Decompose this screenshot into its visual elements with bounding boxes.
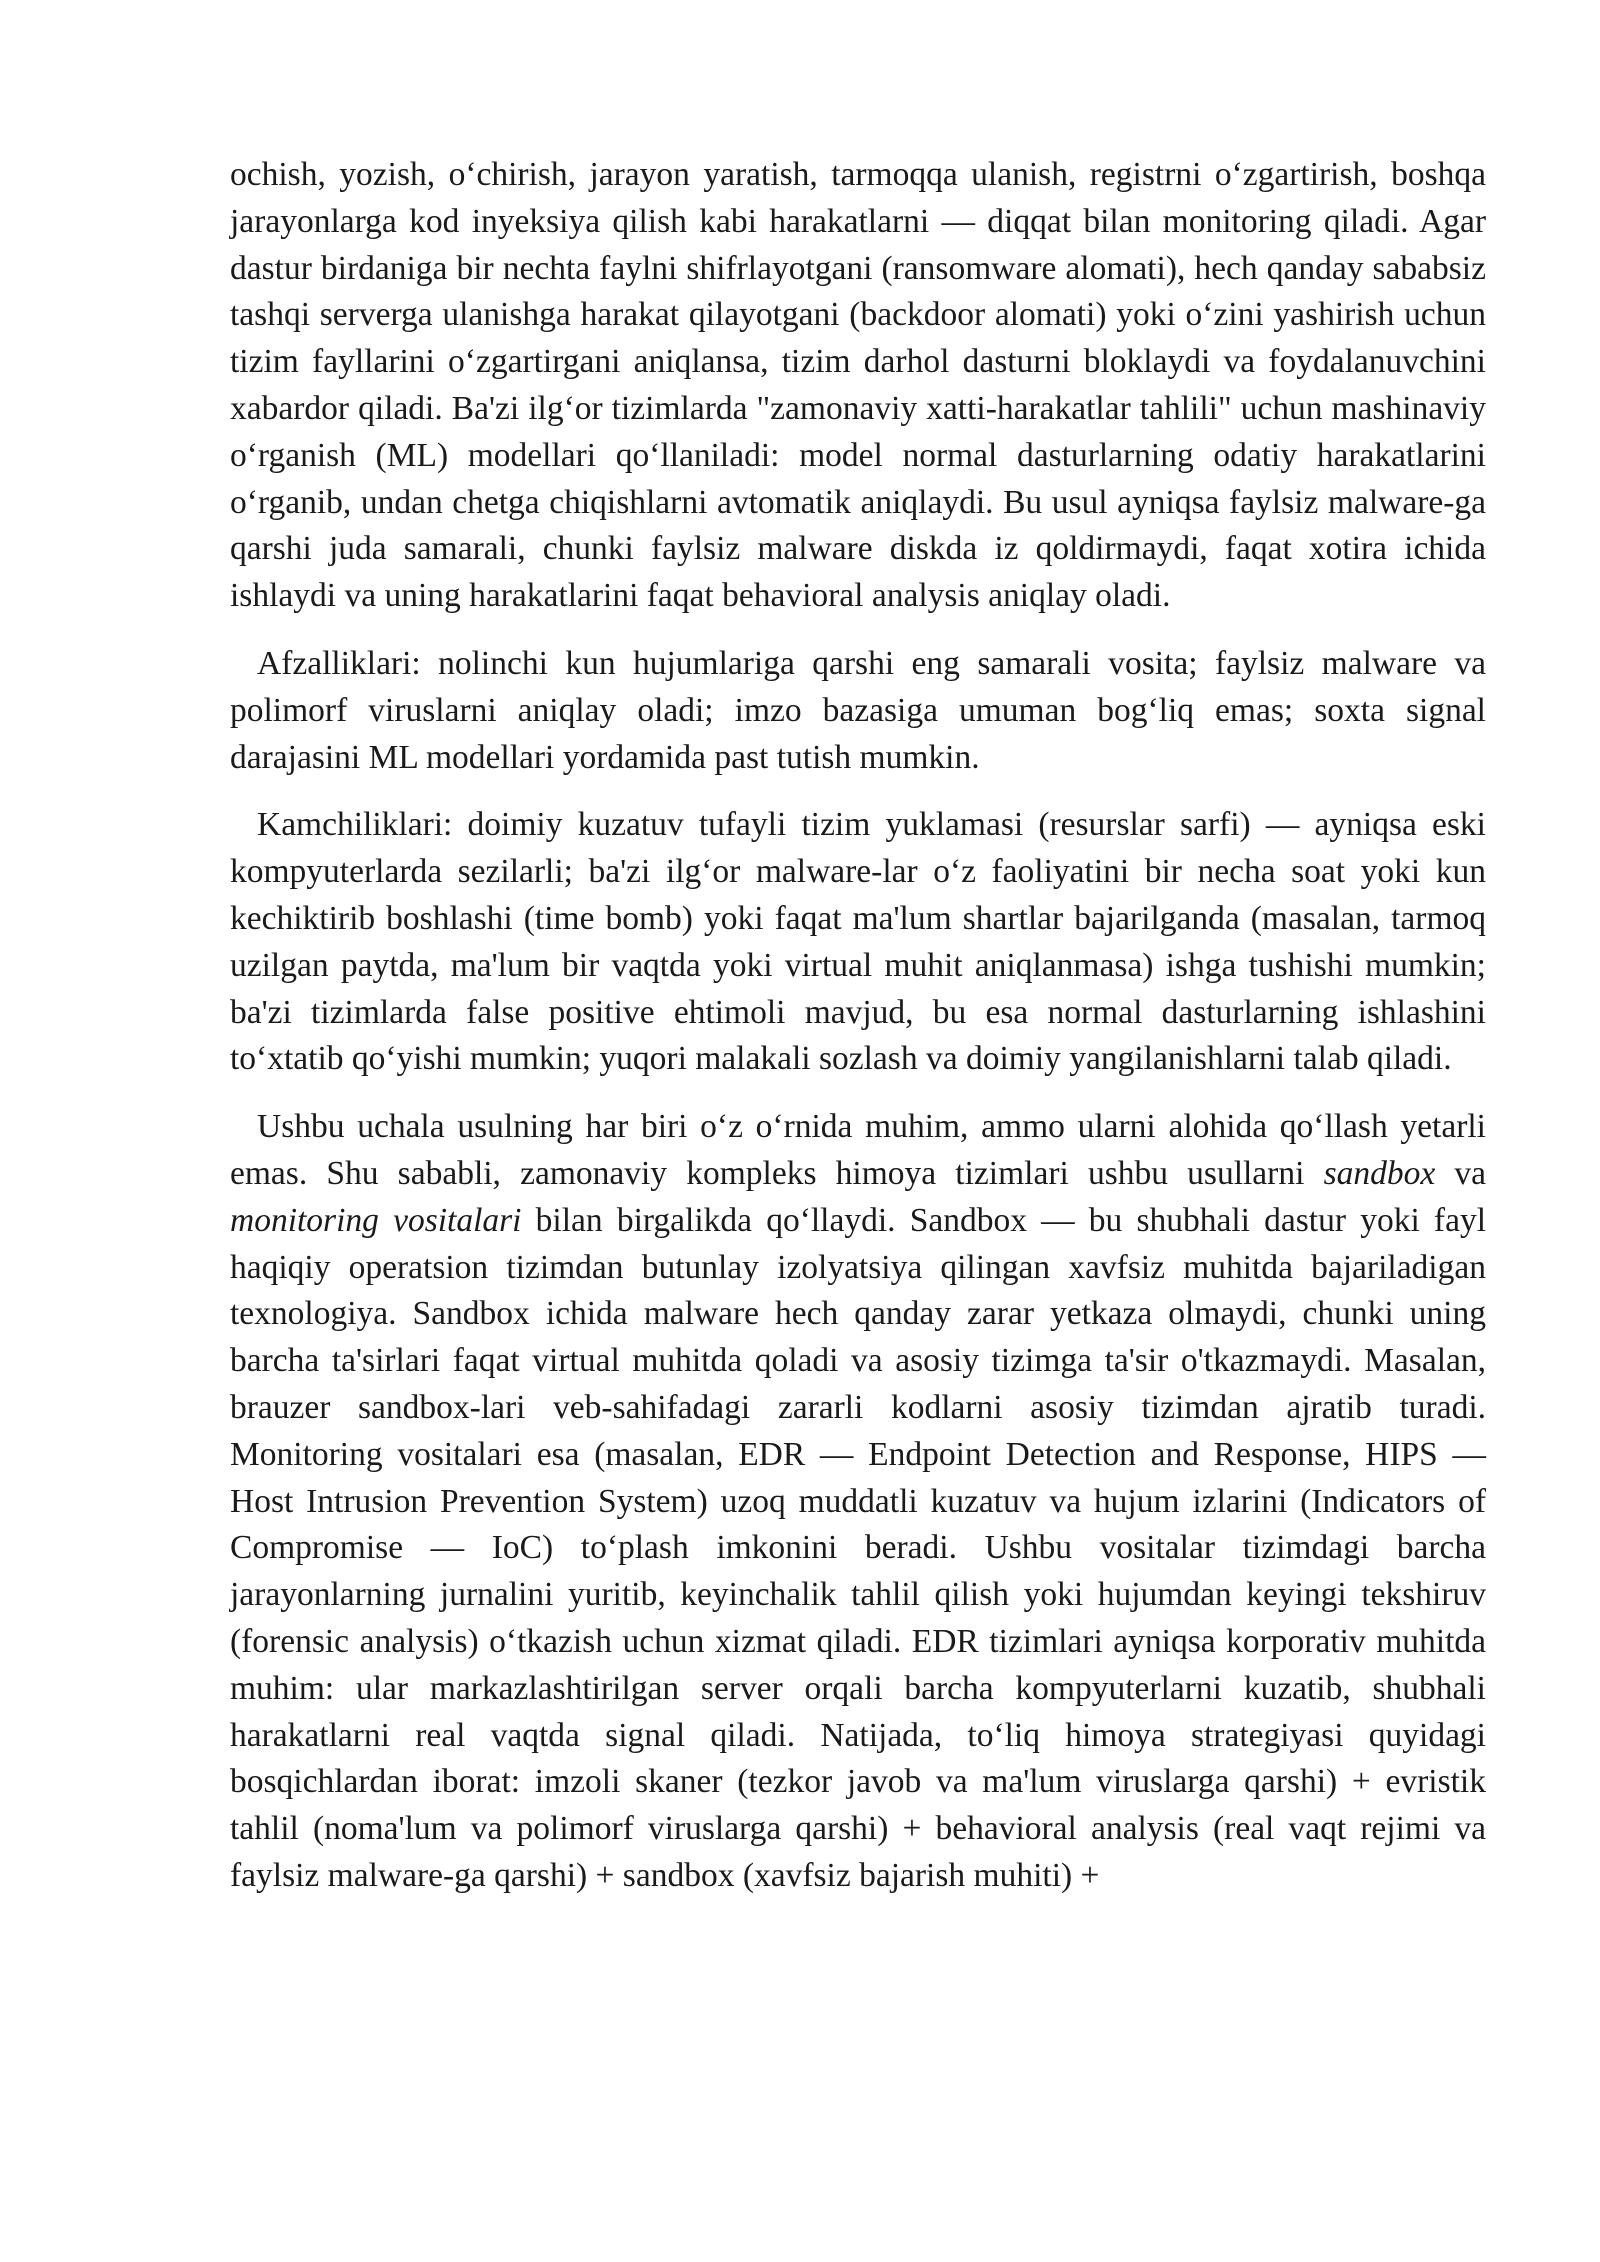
- paragraph-text: ochish, yozish, o‘chirish, jarayon yaratish, tarmoqqa ulanish, registrni o‘zgartirish, boshqa jarayonlarga kod inyeksiya qilish kabi harakatlarni — diqqat bilan monitoring qiladi. Agar dastur birdaniga bir nechta faylni shifrlayotgani (ransomware alomati), hech qanday sababsiz tashqi serverga ulanishga harakat qilayotgani (backdoor alomati) yoki o‘zini yashirish uchun tizim fayllarini o‘zgartirgani aniqlansa, tizim darhol dasturni bloklaydi va foydalanuvchini xabardor qiladi. Ba'zi ilg‘or tizimlarda "zamonaviy xatti-harakatlar tahlili" uchun mashinaviy o‘rganish (ML) modellari qo‘llaniladi: model normal dasturlarning odatiy harakatlarini o‘rganib, undan chetga chiqishlarni avtomatik aniqlaydi. Bu usul ayniqsa faylsiz malware-ga qarshi juda samarali, chunki faylsiz malware diskda iz qoldirmaydi, faqat xotira ichida ishlaydi va uning harakatlarini faqat behavioral analysis aniqlay oladi.: [230, 156, 1486, 615]
- italic-term-monitoring-tools: monitoring vositalari: [230, 1201, 522, 1239]
- paragraph-text: Afzalliklari: nolinchi kun hujumlariga qarshi eng samarali vosita; faylsiz malware va polimorf viruslarni aniqlay oladi; imzo bazasiga umuman bog‘liq emas; soxta signal darajasini ML modellari yordamida past tutish mumkin.: [230, 644, 1486, 776]
- document-page: [230, 152, 1486, 1900]
- paragraph-text: bilan birgalikda qo‘llaydi. Sandbox — bu shubhali dastur yoki fayl haqiqiy operatsion tizimdan butunlay izolyatsiya qilingan xavfsiz muhitda bajariladigan texnologiya. Sandbox ichida malware hech qanday zarar yetkaza olmaydi, chunki uning barcha ta'sirlari faqat virtual muhitda qoladi va asosiy tizimga ta'sir o'tkazmaydi. Masalan, brauzer sandbox-lari veb-sahifadagi zararli kodlarni asosiy tizimdan ajratib turadi. Monitoring vositalari esa (masalan, EDR — Endpoint Detection and Response, HIPS — Host Intrusion Prevention System) uzoq muddatli kuzatuv va hujum izlarini (Indicators of Compromise — IoC) to‘plash imkonini beradi. Ushbu vositalar tizimdagi barcha jarayonlarning jurnalini yuritib, keyinchalik tahlil qilish yoki hujumdan keyingi tekshiruv (forensic analysis) o‘tkazish uchun xizmat qiladi. EDR tizimlari ayniqsa korporativ muhitda muhim: ular markazlashtirilgan server orqali barcha kompyuterlarni kuzatib, shubhali harakatlarni real vaqtda signal qiladi. Natijada, to‘liq himoya strategiyasi quyidagi bosqichlardan iborat: imzoli skaner (tezkor javob va ma'lum viruslarga qarshi) + evristik tahlil (noma'lum va polimorf viruslarga qarshi) + behavioral analysis (real vaqt rejimi va faylsiz malware-ga qarshi) + sandbox (xavfsiz bajarish muhiti) +: [230, 1201, 1486, 1894]
- paragraph-combined-strategy: [230, 1104, 1486, 1900]
- paragraph-behavioral-monitoring: [230, 152, 1486, 620]
- italic-term-sandbox: sandbox: [1323, 1154, 1436, 1192]
- paragraph-text: Kamchiliklari: doimiy kuzatuv tufayli tizim yuklamasi (resurslar sarfi) — ayniqsa eski kompyuterlarda sezilarli; ba'zi ilg‘or malware-lar o‘z faoliyatini bir necha soat yoki kun kechiktirib boshlashi (time bomb) yoki faqat ma'lum shartlar bajarilganda (masalan, tarmoq uzilgan paytda, ma'lum bir vaqtda yoki virtual muhit aniqlanmasa) ishga tushishi mumkin; ba'zi tizimlarda false positive ehtimoli mavjud, bu esa normal dasturlarning ishlashini to‘xtatib qo‘yishi mumkin; yuqori malakali sozlash va doimiy yangilanishlarni talab qiladi.: [230, 806, 1486, 1078]
- paragraph-disadvantages: [230, 802, 1486, 1083]
- paragraph-text: Ushbu uchala usulning har biri o‘z o‘rnida muhim, ammo ularni alohida qo‘llash yetarli emas. Shu sababli, zamonaviy kompleks himoya tizimlari ushbu usullarni: [230, 1108, 1486, 1192]
- paragraph-advantages: [230, 641, 1486, 781]
- paragraph-text: va: [1435, 1154, 1487, 1192]
